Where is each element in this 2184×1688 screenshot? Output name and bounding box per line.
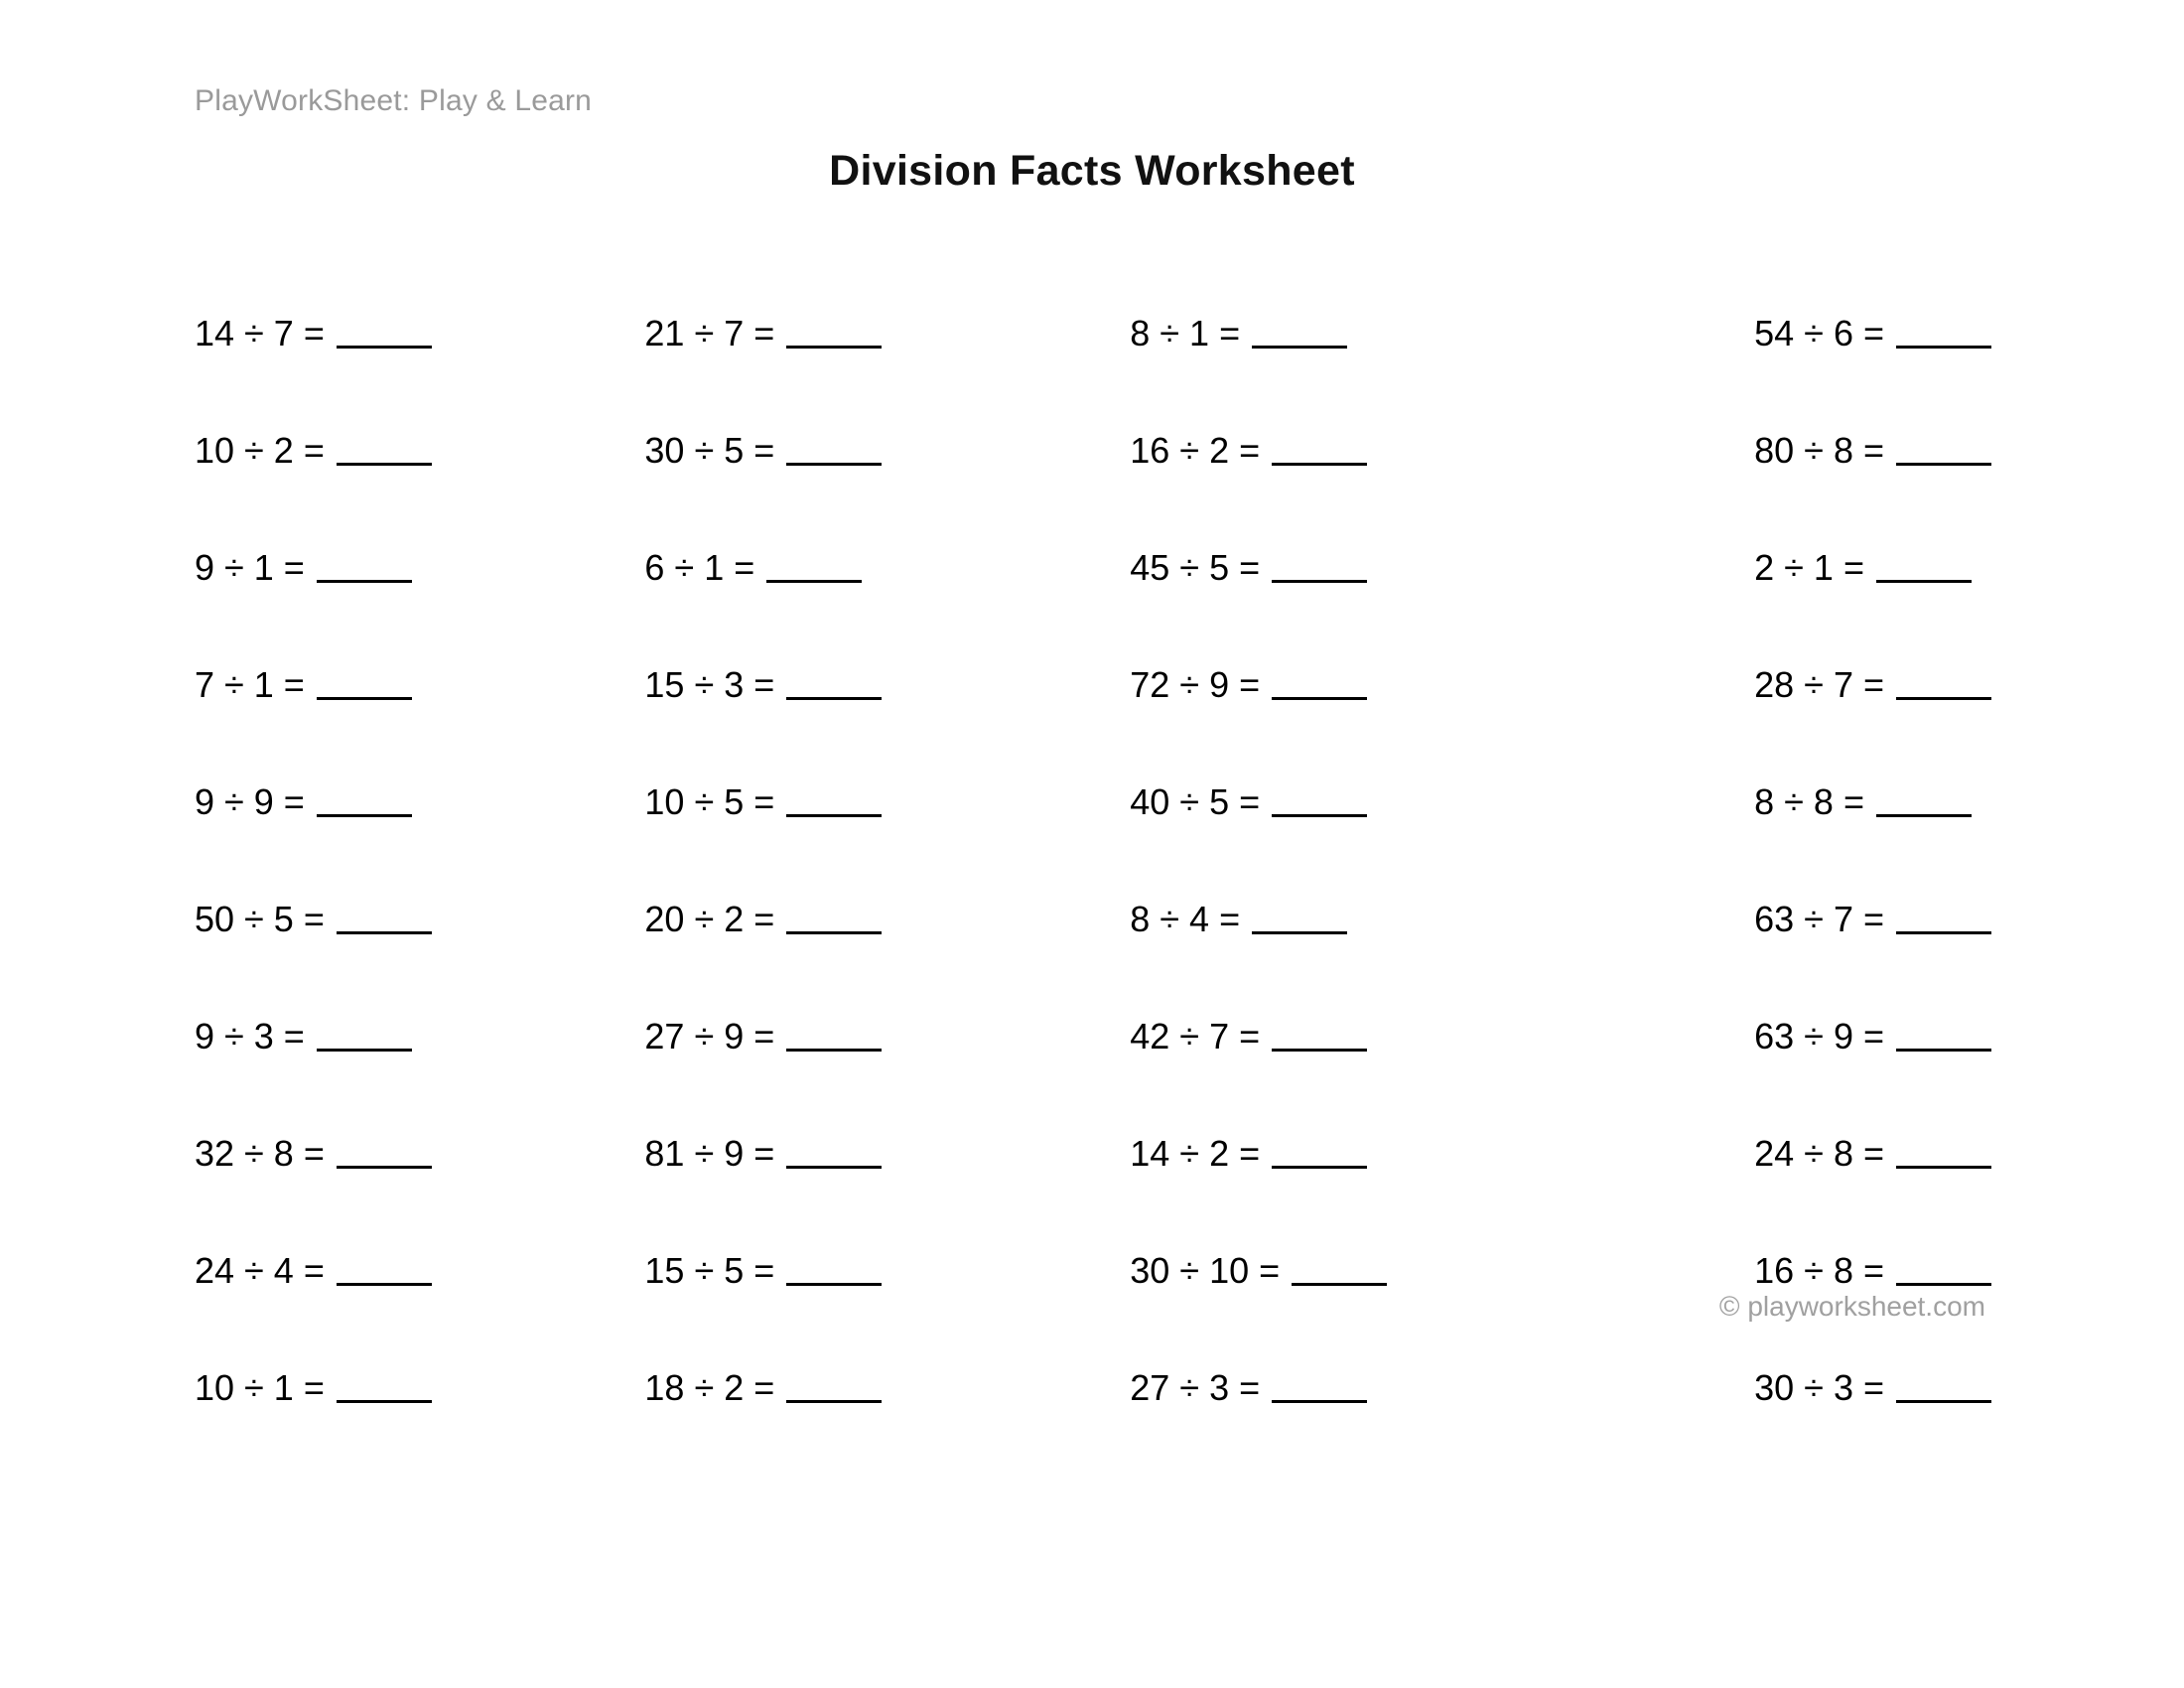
problem-item: [195, 1352, 523, 1424]
answer-blank[interactable]: [1896, 671, 1991, 700]
problem-item: [195, 884, 523, 955]
problem-expression: 8 ÷ 4 =: [1130, 899, 1241, 939]
problem-item: [882, 298, 1387, 369]
answer-blank[interactable]: [1896, 1140, 1991, 1169]
problem-expression: 8 ÷ 8 =: [1754, 781, 1864, 822]
problem-grid: [195, 298, 1991, 1424]
problem-expression: 9 ÷ 1 =: [195, 547, 305, 588]
problem-expression: 10 ÷ 2 =: [195, 430, 325, 471]
problem-expression: 40 ÷ 5 =: [1130, 781, 1261, 822]
answer-blank[interactable]: [317, 1023, 412, 1052]
answer-blank[interactable]: [1896, 437, 1991, 466]
problem-expression: 10 ÷ 1 =: [195, 1367, 325, 1408]
problem-item: [1387, 415, 1991, 487]
problem-expression: 16 ÷ 2 =: [1130, 430, 1261, 471]
problem-expression: 30 ÷ 5 =: [644, 430, 775, 471]
problem-expression: 50 ÷ 5 =: [195, 899, 325, 939]
brand-label: PlayWorkSheet: Play & Learn: [195, 84, 593, 117]
problem-expression: 20 ÷ 2 =: [644, 899, 775, 939]
problem-expression: 21 ÷ 7 =: [644, 313, 775, 353]
problem-expression: 7 ÷ 1 =: [195, 664, 305, 705]
problem-item: [882, 1001, 1387, 1072]
answer-blank[interactable]: [1272, 1140, 1367, 1169]
problem-item: [1387, 1352, 1991, 1424]
problem-expression: 81 ÷ 9 =: [644, 1133, 775, 1174]
problem-expression: 14 ÷ 7 =: [195, 313, 325, 353]
answer-blank[interactable]: [337, 1140, 432, 1169]
problem-item: [882, 1235, 1387, 1307]
problem-expression: 24 ÷ 4 =: [195, 1250, 325, 1291]
problem-item: [195, 1118, 523, 1190]
problem-item: [523, 298, 882, 369]
problem-item: [195, 298, 523, 369]
problem-expression: 10 ÷ 5 =: [644, 781, 775, 822]
problem-item: [1387, 884, 1991, 955]
problem-expression: 9 ÷ 3 =: [195, 1016, 305, 1056]
problem-expression: 18 ÷ 2 =: [644, 1367, 775, 1408]
answer-blank[interactable]: [337, 1257, 432, 1286]
answer-blank[interactable]: [1896, 320, 1991, 349]
problem-item: [882, 415, 1387, 487]
problem-item: [1387, 1118, 1991, 1190]
problem-expression: 8 ÷ 1 =: [1130, 313, 1241, 353]
answer-blank[interactable]: [1292, 1257, 1387, 1286]
problem-item: [523, 532, 882, 604]
problem-expression: 63 ÷ 9 =: [1754, 1016, 1884, 1056]
answer-blank[interactable]: [786, 906, 882, 934]
problem-expression: 28 ÷ 7 =: [1754, 664, 1884, 705]
problem-item: [882, 767, 1387, 838]
problem-expression: 6 ÷ 1 =: [644, 547, 755, 588]
problem-item: [882, 649, 1387, 721]
answer-blank[interactable]: [786, 1257, 882, 1286]
answer-blank[interactable]: [786, 1374, 882, 1403]
problem-expression: 32 ÷ 8 =: [195, 1133, 325, 1174]
problem-expression: 30 ÷ 10 =: [1130, 1250, 1281, 1291]
answer-blank[interactable]: [1876, 554, 1972, 583]
problem-expression: 30 ÷ 3 =: [1754, 1367, 1884, 1408]
problem-expression: 27 ÷ 3 =: [1130, 1367, 1261, 1408]
answer-blank[interactable]: [786, 1023, 882, 1052]
answer-blank[interactable]: [786, 788, 882, 817]
problem-expression: 42 ÷ 7 =: [1130, 1016, 1261, 1056]
answer-blank[interactable]: [1272, 671, 1367, 700]
answer-blank[interactable]: [317, 554, 412, 583]
answer-blank[interactable]: [786, 320, 882, 349]
problem-expression: 63 ÷ 7 =: [1754, 899, 1884, 939]
problem-item: [523, 884, 882, 955]
copyright-label: © playworksheet.com: [1718, 1291, 1985, 1322]
problem-item: [195, 649, 523, 721]
answer-blank[interactable]: [786, 437, 882, 466]
answer-blank[interactable]: [1252, 320, 1347, 349]
answer-blank[interactable]: [1896, 1257, 1991, 1286]
problem-item: [523, 1235, 882, 1307]
answer-blank[interactable]: [337, 320, 432, 349]
problem-item: [195, 1235, 523, 1307]
answer-blank[interactable]: [1272, 437, 1367, 466]
problem-item: [523, 1118, 882, 1190]
problem-item: [523, 1001, 882, 1072]
answer-blank[interactable]: [786, 671, 882, 700]
answer-blank[interactable]: [1896, 1023, 1991, 1052]
problem-item: [1387, 532, 1991, 604]
answer-blank[interactable]: [1272, 788, 1367, 817]
answer-blank[interactable]: [337, 1374, 432, 1403]
problem-expression: 72 ÷ 9 =: [1130, 664, 1261, 705]
problem-expression: 24 ÷ 8 =: [1754, 1133, 1884, 1174]
answer-blank[interactable]: [766, 554, 862, 583]
problem-item: [1387, 649, 1991, 721]
problem-item: [882, 884, 1387, 955]
problem-item: [523, 415, 882, 487]
answer-blank[interactable]: [1272, 1023, 1367, 1052]
problem-item: [523, 767, 882, 838]
answer-blank[interactable]: [1876, 788, 1972, 817]
problem-item: [1387, 1001, 1991, 1072]
problem-item: [523, 1352, 882, 1424]
problem-item: [195, 1001, 523, 1072]
problem-expression: 2 ÷ 1 =: [1754, 547, 1864, 588]
answer-blank[interactable]: [1272, 554, 1367, 583]
answer-blank[interactable]: [1272, 1374, 1367, 1403]
answer-blank[interactable]: [337, 906, 432, 934]
problem-item: [882, 532, 1387, 604]
problem-item: [523, 649, 882, 721]
answer-blank[interactable]: [317, 788, 412, 817]
answer-blank[interactable]: [786, 1140, 882, 1169]
problem-expression: 80 ÷ 8 =: [1754, 430, 1884, 471]
problem-expression: 9 ÷ 9 =: [195, 781, 305, 822]
answer-blank[interactable]: [337, 437, 432, 466]
problem-item: [882, 1352, 1387, 1424]
problem-expression: 15 ÷ 5 =: [644, 1250, 775, 1291]
problem-item: [1387, 298, 1991, 369]
problem-expression: 45 ÷ 5 =: [1130, 547, 1261, 588]
problem-item: [195, 767, 523, 838]
problem-expression: 54 ÷ 6 =: [1754, 313, 1884, 353]
problem-item: [195, 415, 523, 487]
problem-item: [1387, 767, 1991, 838]
page-title: Division Facts Worksheet: [829, 147, 1355, 195]
problem-item: [195, 532, 523, 604]
problem-expression: 14 ÷ 2 =: [1130, 1133, 1261, 1174]
problem-expression: 16 ÷ 8 =: [1754, 1250, 1884, 1291]
answer-blank[interactable]: [1896, 1374, 1991, 1403]
answer-blank[interactable]: [1252, 906, 1347, 934]
answer-blank[interactable]: [1896, 906, 1991, 934]
problem-item: [882, 1118, 1387, 1190]
answer-blank[interactable]: [317, 671, 412, 700]
problem-expression: 27 ÷ 9 =: [644, 1016, 775, 1056]
problem-expression: 15 ÷ 3 =: [644, 664, 775, 705]
